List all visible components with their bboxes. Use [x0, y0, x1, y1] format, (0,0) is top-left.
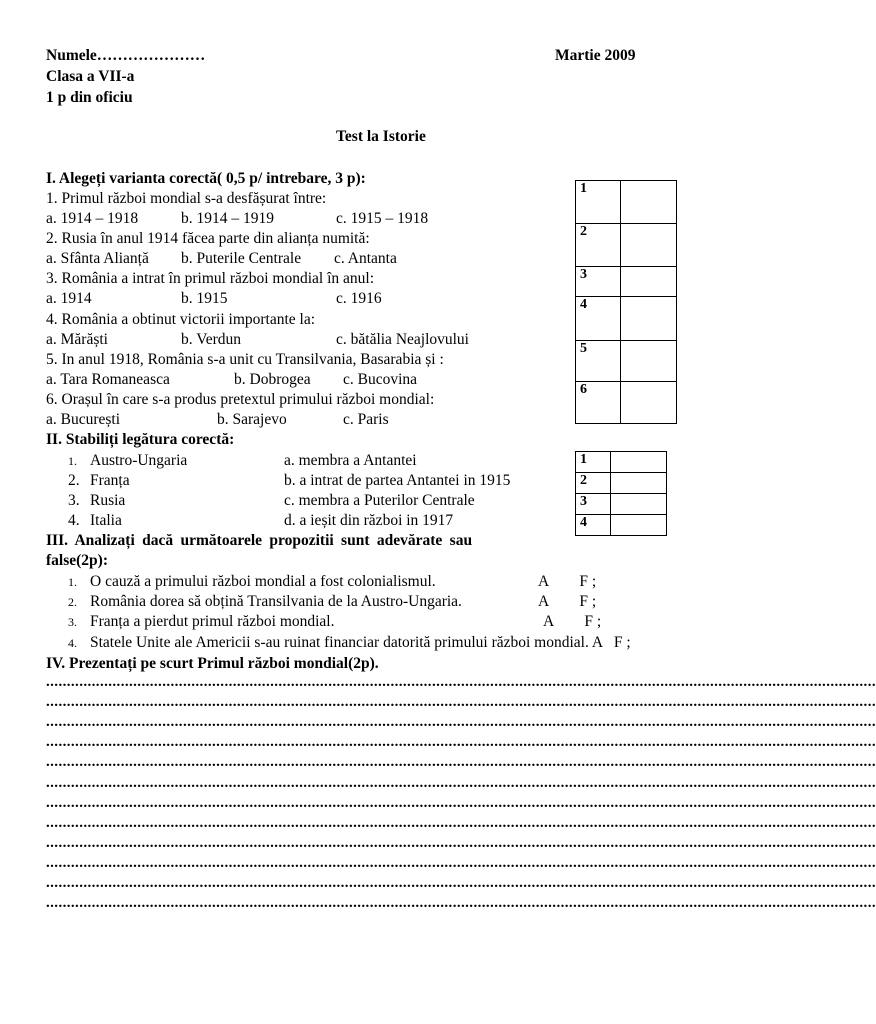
- answer-cell-label-2: 2: [576, 224, 621, 267]
- answer-cell-label-4: 4: [576, 297, 621, 341]
- matching-item-number: 1.: [68, 454, 77, 468]
- section4-heading: IV. Prezentați pe scurt Primul război mondial(2p).: [46, 655, 379, 672]
- answer-cell-label-6: 6: [576, 382, 621, 424]
- question-2-option-a: a. Sfânta Alianță: [46, 250, 149, 267]
- question-1-option-c: c. 1915 – 1918: [336, 210, 429, 227]
- question-3-text: 3. România a intrat în primul război mondial în anul:: [46, 270, 375, 287]
- question-4-option-b: b. Verdun: [181, 331, 241, 348]
- question-1-text: 1. Primul război mondial s-a desfășurat între:: [46, 190, 327, 207]
- answer-cell-label-5: 5: [576, 341, 621, 382]
- question-5-text: 5. In anul 1918, România s-a unit cu Transilvania, Basarabia și :: [46, 351, 444, 368]
- matching-cell-label-1: 1: [576, 452, 611, 473]
- page-title: Test la Istorie: [336, 128, 426, 145]
- truefalse-text-4: Statele Unite ale Americii s-au ruinat financiar datorită primului război mondial.: [90, 634, 589, 651]
- matching-cell-1[interactable]: [611, 452, 667, 473]
- truefalse-choice-2[interactable]: A F ;: [538, 593, 597, 610]
- question-6-option-c: c. Paris: [343, 411, 389, 428]
- matching-cell-label-2: 2: [576, 473, 611, 494]
- answer-cell-label-3: 3: [576, 267, 621, 297]
- answer-line[interactable]: ........................................................................................................................................................................................................: [46, 795, 876, 811]
- question-3-option-a: a. 1914: [46, 290, 92, 307]
- question-6-text: 6. Orașul în care s-a produs pretextul primului război mondial:: [46, 391, 435, 408]
- question-1-option-b: b. 1914 – 1919: [181, 210, 274, 227]
- matching-item-number: 2.: [68, 472, 80, 489]
- matching-item-number: 3.: [68, 492, 80, 509]
- answer-cell-1[interactable]: [621, 181, 677, 224]
- answer-cell-label-1: 1: [576, 181, 621, 224]
- answer-cell-2[interactable]: [621, 224, 677, 267]
- answer-cell-6[interactable]: [621, 382, 677, 424]
- answer-line[interactable]: ........................................................................................................................................................................................................: [46, 734, 876, 750]
- section1-answer-grid: [575, 180, 677, 424]
- answer-line[interactable]: ........................................................................................................................................................................................................: [46, 875, 876, 891]
- truefalse-item-4: [68, 633, 631, 653]
- question-3-option-b: b. 1915: [181, 290, 228, 307]
- matching-cell-label-3: 3: [576, 494, 611, 515]
- question-6-option-a: a. București: [46, 411, 121, 428]
- answer-line[interactable]: ........................................................................................................................................................................................................: [46, 674, 876, 690]
- truefalse-item-1: [68, 572, 436, 592]
- matching-left-3: Rusia: [90, 492, 126, 509]
- matching-right-a: a. membra a Antantei: [284, 452, 417, 469]
- question-2-text: 2. Rusia în anul 1914 făcea parte din alianța numită:: [46, 230, 370, 247]
- section2-heading: II. Stabiliți legătura corectă:: [46, 431, 235, 448]
- question-4-option-a: a. Mărăști: [46, 331, 108, 348]
- matching-left-2: Franța: [90, 472, 130, 489]
- question-4-text: 4. România a obtinut victorii importante la:: [46, 311, 316, 328]
- truefalse-number: 1.: [68, 575, 77, 589]
- matching-right-d: d. a ieșit din război in 1917: [284, 512, 454, 529]
- question-3-option-c: c. 1916: [336, 290, 382, 307]
- truefalse-text-2: România dorea să obțină Transilvania de la Austro-Ungaria.: [90, 593, 462, 610]
- answer-line[interactable]: ........................................................................................................................................................................................................: [46, 855, 876, 871]
- truefalse-number: 2.: [68, 595, 77, 609]
- question-1-option-a: a. 1914 – 1918: [46, 210, 139, 227]
- matching-left-1: Austro-Ungaria: [90, 452, 188, 469]
- truefalse-item-2: [68, 592, 462, 612]
- truefalse-item-3: [68, 612, 335, 632]
- matching-item-2: [68, 471, 130, 491]
- matching-right-c: c. membra a Puterilor Centrale: [284, 492, 475, 509]
- question-2-option-c: c. Antanta: [334, 250, 397, 267]
- matching-item-number: 4.: [68, 512, 80, 529]
- question-4-option-c: c. bătălia Neajlovului: [336, 331, 469, 348]
- truefalse-text-3: Franța a pierdut primul război mondial.: [90, 613, 335, 630]
- answer-line[interactable]: ........................................................................................................................................................................................................: [46, 714, 876, 730]
- question-5-option-c: c. Bucovina: [343, 371, 418, 388]
- question-5-option-b: b. Dobrogea: [234, 371, 311, 388]
- matching-left-4: Italia: [90, 512, 122, 529]
- truefalse-choice-4[interactable]: A F ;: [591, 634, 631, 651]
- oficiu-points: 1 p din oficiu: [46, 89, 133, 106]
- matching-cell-3[interactable]: [611, 494, 667, 515]
- truefalse-number: 4.: [68, 636, 77, 650]
- section2-answer-grid: [575, 451, 667, 536]
- truefalse-choice-3[interactable]: A F ;: [543, 613, 602, 630]
- question-2-option-b: b. Puterile Centrale: [181, 250, 302, 267]
- class-label: Clasa a VII-a: [46, 68, 135, 85]
- matching-cell-4[interactable]: [611, 515, 667, 536]
- answer-line[interactable]: ........................................................................................................................................................................................................: [46, 895, 876, 911]
- question-6-option-b: b. Sarajevo: [217, 411, 287, 428]
- section3-heading-line2: false(2p):: [46, 552, 108, 569]
- answer-cell-4[interactable]: [621, 297, 677, 341]
- truefalse-choice-1[interactable]: A F ;: [538, 573, 597, 590]
- answer-cell-3[interactable]: [621, 267, 677, 297]
- answer-line[interactable]: ........................................................................................................................................................................................................: [46, 775, 876, 791]
- truefalse-text-1: O cauză a primului război mondial a fost colonialismul.: [90, 573, 436, 590]
- question-5-option-a: a. Tara Romaneasca: [46, 371, 170, 388]
- name-field-label: Numele…………………: [46, 47, 206, 64]
- matching-right-b: b. a intrat de partea Antantei in 1915: [284, 472, 511, 489]
- test-date: Martie 2009: [555, 47, 636, 64]
- matching-cell-2[interactable]: [611, 473, 667, 494]
- matching-cell-label-4: 4: [576, 515, 611, 536]
- truefalse-number: 3.: [68, 615, 77, 629]
- answer-line[interactable]: ........................................................................................................................................................................................................: [46, 835, 876, 851]
- matching-item-3: [68, 491, 125, 511]
- answer-line[interactable]: ........................................................................................................................................................................................................: [46, 815, 876, 831]
- answer-cell-5[interactable]: [621, 341, 677, 382]
- matching-item-1: [68, 451, 187, 471]
- answer-line[interactable]: ........................................................................................................................................................................................................: [46, 694, 876, 710]
- answer-line[interactable]: ........................................................................................................................................................................................................: [46, 754, 876, 770]
- section1-heading: I. Alegeți varianta corectă( 0,5 p/ intrebare, 3 p):: [46, 170, 366, 187]
- section3-heading-line1: III. Analizați dacă următoarele propozitii sunt adevărate sau: [46, 532, 473, 549]
- matching-item-4: [68, 511, 122, 531]
